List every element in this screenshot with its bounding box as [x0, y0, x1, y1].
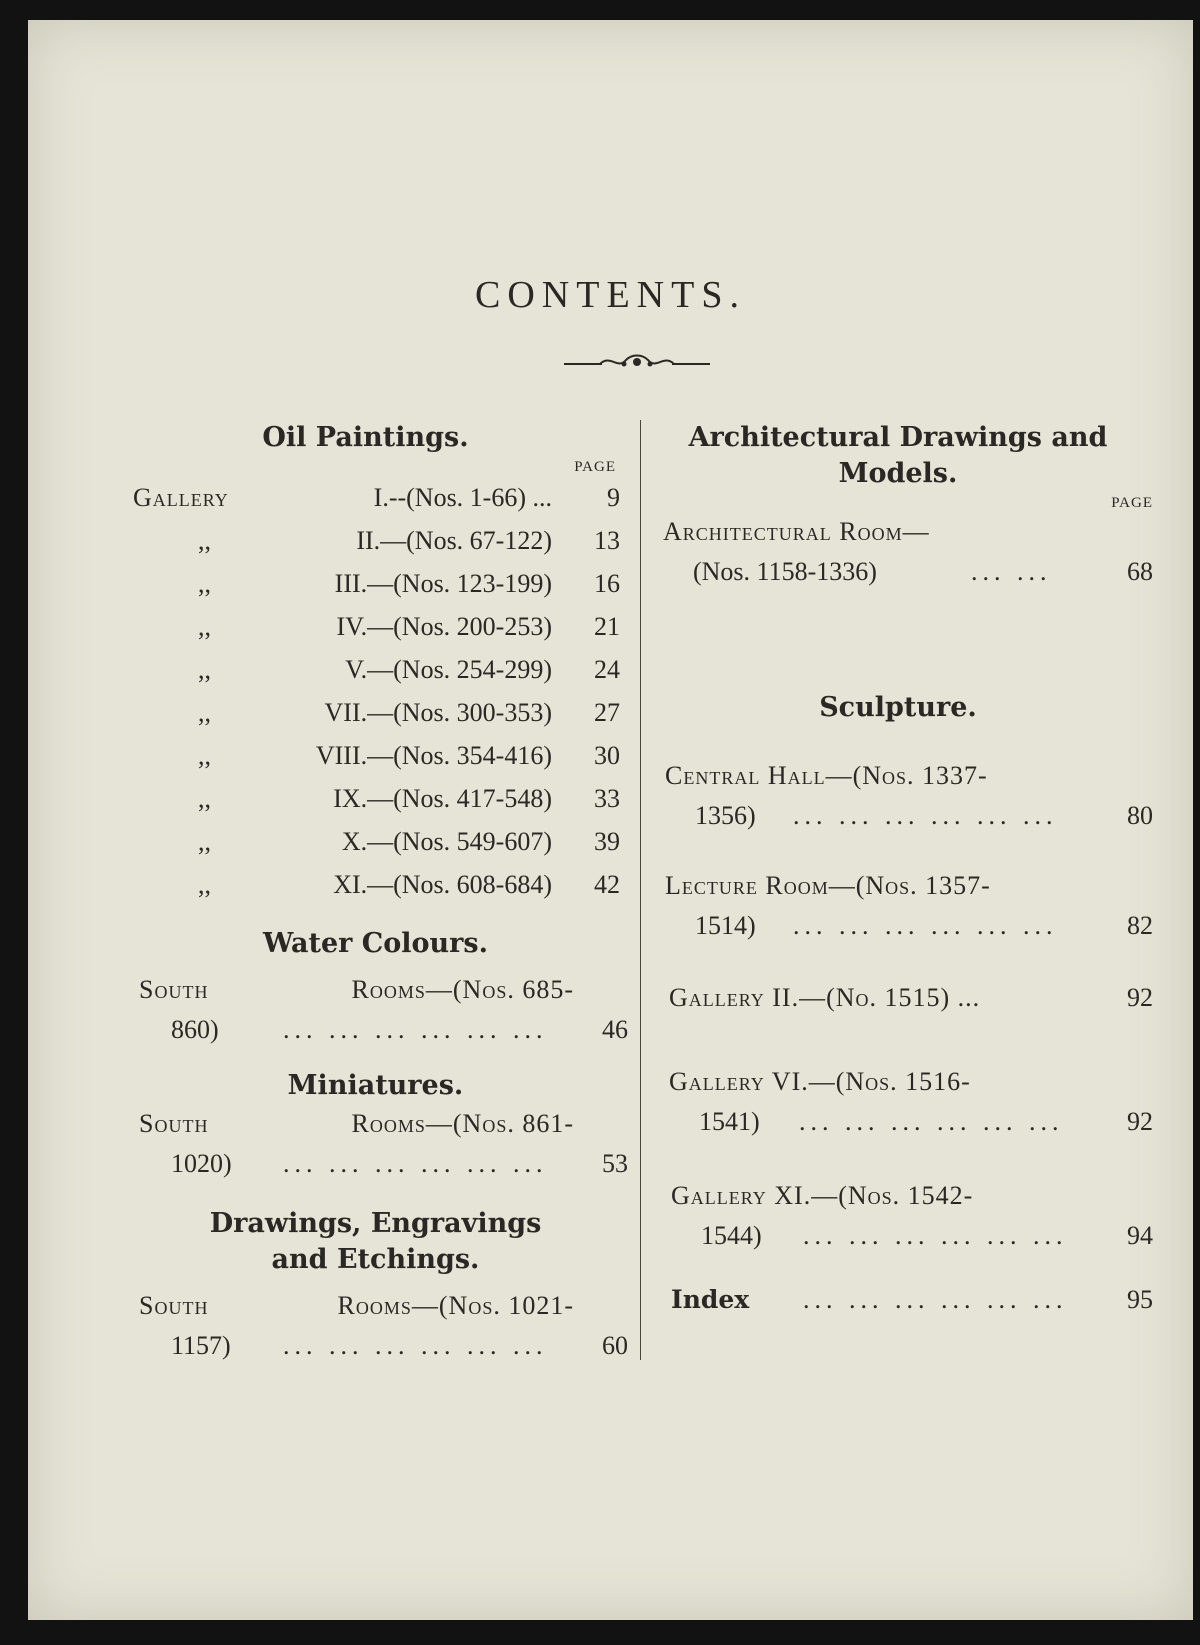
architectural-heading: Architectural Drawings and	[688, 422, 1108, 453]
entry-text: III.—(Nos. 123-199)	[334, 569, 552, 598]
ornament-flourish-icon	[562, 350, 712, 374]
book-page	[28, 20, 1193, 1620]
oil-paintings-list	[123, 476, 628, 906]
leader-dots: ... ... ... ... ... ...	[793, 801, 1058, 830]
left-column	[123, 420, 628, 1366]
water-colours-entry	[123, 970, 628, 1050]
entry-text: Rooms—(Nos. 685-	[351, 975, 574, 1004]
entry-text: 1514)	[695, 911, 756, 940]
entry-text: I.--(Nos. 1-66) ...	[373, 483, 552, 512]
entry-text: II.—(Nos. 67-122)	[356, 526, 552, 555]
page-number: 92	[1127, 1107, 1153, 1136]
entry-text: Gallery II.—(No. 1515) ...	[669, 983, 981, 1012]
toc-row	[123, 562, 628, 605]
index-label: Index	[671, 1285, 750, 1314]
toc-row	[123, 605, 628, 648]
leader-dots: ... ... ... ... ... ...	[799, 1107, 1064, 1136]
entry-text: 1157)	[171, 1331, 231, 1360]
column-divider	[640, 420, 641, 1360]
entry-text: Rooms—(Nos. 861-	[351, 1109, 574, 1138]
miniatures-heading: Miniatures.	[287, 1070, 464, 1101]
leader-dots: ... ...	[971, 557, 1052, 586]
sculpture-entry	[643, 866, 1153, 946]
water-colours-heading: Water Colours.	[263, 928, 488, 959]
entry-text: VII.—(Nos. 300-353)	[324, 698, 552, 727]
page-number: 82	[1127, 911, 1153, 940]
page-number: 33	[594, 784, 620, 813]
entry-text: Gallery VI.—(Nos. 1516-	[669, 1067, 971, 1096]
page-number: 27	[594, 698, 620, 727]
entry-text: IX.—(Nos. 417-548)	[333, 784, 552, 813]
page-number: 30	[594, 741, 620, 770]
entry-label: South	[139, 1109, 209, 1138]
entry-text: V.—(Nos. 254-299)	[345, 655, 552, 684]
page-number: 60	[602, 1331, 628, 1360]
leader-dots: ... ... ... ... ... ...	[283, 1331, 548, 1360]
ditto-mark: ,,	[198, 741, 211, 770]
sculpture-list	[643, 756, 1153, 1256]
page-number: 24	[594, 655, 620, 684]
ditto-mark: ,,	[198, 784, 211, 813]
page-number: 95	[1127, 1285, 1153, 1314]
page-number: 39	[594, 827, 620, 856]
page-number: 46	[602, 1015, 628, 1044]
entry-text: Central Hall—(Nos. 1337-	[665, 761, 988, 790]
ditto-mark: ,,	[198, 569, 211, 598]
entry-text: VIII.—(Nos. 354-416)	[315, 741, 552, 770]
page-title: CONTENTS.	[475, 274, 746, 317]
page-number: 16	[594, 569, 620, 598]
right-column	[643, 420, 1153, 1320]
entry-text: Rooms—(Nos. 1021-	[337, 1291, 574, 1320]
index-entry	[643, 1280, 1153, 1320]
architectural-entry	[643, 512, 1153, 592]
entry-text: Lecture Room—(Nos. 1357-	[665, 871, 991, 900]
page-number: 42	[594, 870, 620, 899]
ditto-mark: ,,	[198, 612, 211, 641]
entry-text: 1356)	[695, 801, 756, 830]
drawings-heading: Drawings, Engravings	[209, 1208, 542, 1239]
ditto-mark: ,,	[198, 698, 211, 727]
sculpture-entry	[643, 978, 1153, 1018]
page-number: 94	[1127, 1221, 1153, 1250]
page-number: 9	[607, 483, 620, 512]
drawings-heading-line2: and Etchings.	[271, 1244, 480, 1275]
entry-text: Gallery XI.—(Nos. 1542-	[671, 1181, 974, 1210]
entry-text: (Nos. 1158-1336)	[693, 557, 877, 586]
page-column-label: PAGE	[1111, 495, 1153, 511]
entry-text: XI.—(Nos. 608-684)	[333, 870, 552, 899]
leader-dots: ... ... ... ... ... ...	[283, 1015, 548, 1044]
ditto-mark: ,,	[198, 655, 211, 684]
toc-row	[123, 734, 628, 777]
leader-dots: ... ... ... ... ... ...	[793, 911, 1058, 940]
toc-row	[123, 820, 628, 863]
leader-dots: ... ... ... ... ... ...	[803, 1285, 1068, 1314]
toc-row	[123, 519, 628, 562]
page-column-label: PAGE	[574, 459, 616, 475]
toc-row	[123, 648, 628, 691]
entry-text: IV.—(Nos. 200-253)	[336, 612, 552, 641]
entry-text: X.—(Nos. 549-607)	[341, 827, 552, 856]
entry-text: 860)	[171, 1015, 219, 1044]
entry-text: 1541)	[699, 1107, 760, 1136]
page-number: 92	[1127, 983, 1153, 1012]
entry-label: South	[139, 975, 209, 1004]
ditto-mark: ,,	[198, 870, 211, 899]
sculpture-heading: Sculpture.	[819, 692, 977, 723]
toc-row	[123, 476, 628, 519]
entry-label: South	[139, 1291, 209, 1320]
entry-text: Architectural Room—	[663, 517, 930, 546]
page-number: 53	[602, 1149, 628, 1178]
page-number: 13	[594, 526, 620, 555]
page-number: 80	[1127, 801, 1153, 830]
drawings-entry	[123, 1286, 628, 1366]
miniatures-entry	[123, 1104, 628, 1184]
architectural-heading-line2: Models.	[838, 458, 958, 489]
leader-dots: ... ... ... ... ... ...	[283, 1149, 548, 1178]
entry-text: 1544)	[701, 1221, 762, 1250]
toc-row	[123, 691, 628, 734]
gallery-label: Gallery	[133, 483, 229, 512]
page-number: 21	[594, 612, 620, 641]
entry-text: 1020)	[171, 1149, 232, 1178]
page-number: 68	[1127, 557, 1153, 586]
sculpture-entry	[643, 1176, 1153, 1256]
toc-row	[123, 863, 628, 906]
leader-dots: ... ... ... ... ... ...	[803, 1221, 1068, 1250]
ditto-mark: ,,	[198, 526, 211, 555]
ditto-mark: ,,	[198, 827, 211, 856]
oil-paintings-heading: Oil Paintings.	[262, 422, 469, 453]
sculpture-entry	[643, 1062, 1153, 1142]
sculpture-entry	[643, 756, 1153, 836]
toc-row	[123, 777, 628, 820]
